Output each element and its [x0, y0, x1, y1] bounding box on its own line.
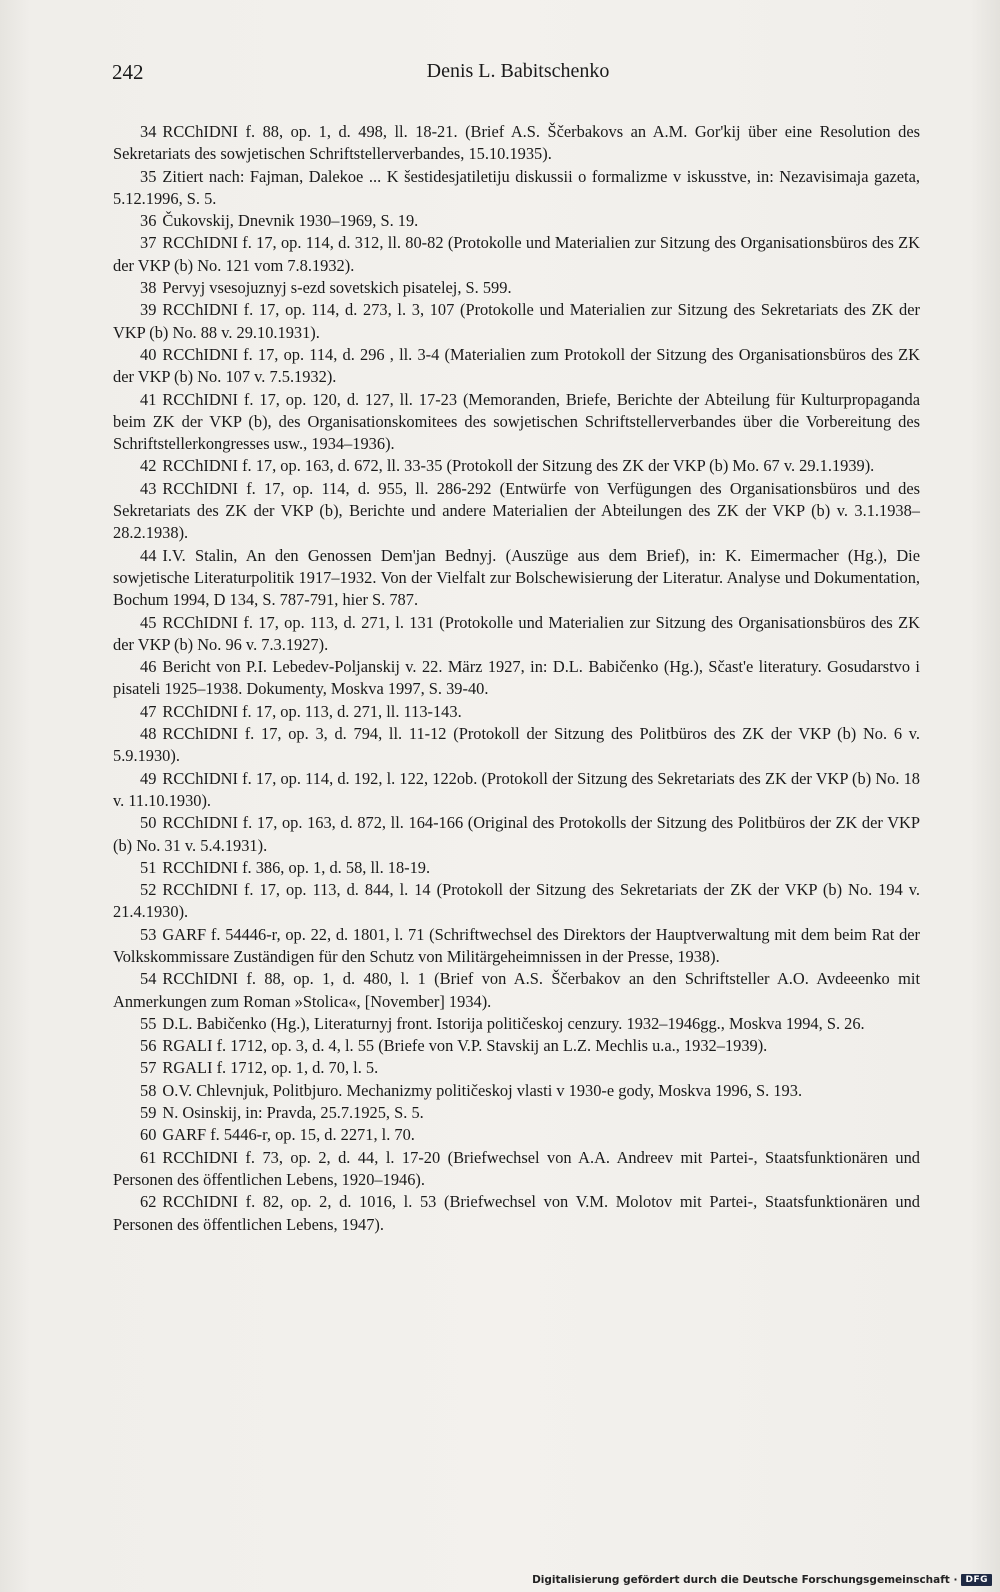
- page-header: [112, 60, 924, 92]
- endnote-text: RCChIDNI f. 88, op. 1, d. 480, l. 1 (Brief von A.S. Ščerbakov an den Schriftsteller A.O. Avdeeenko mit Anmerkungen zum Roman »Stolica«, [November] 1934).: [113, 969, 920, 1011]
- endnote-text: RCChIDNI f. 17, op. 114, d. 273, l. 3, 107 (Protokolle und Materialien zur Sitzung des Sekretariats des ZK der VKP (b) No. 88 v. 29.10.1931).: [113, 300, 920, 342]
- endnote-52: [113, 879, 920, 924]
- endnote-text: RCChIDNI f. 17, op. 3, d. 794, ll. 11-12 (Protokoll der Sitzung des Politbüros des ZK der VKP (b) No. 6 v. 5.9.1930).: [113, 724, 920, 766]
- endnote-text: GARF f. 54446-r, op. 22, d. 1801, l. 71 (Schriftwechsel des Direktors der Hauptverwaltung mit dem beim Rat der Volkskommissare Zuständigen für den Schutz von Militärgeheimnissen in der Presse, 1938).: [113, 924, 920, 966]
- endnote-53: [113, 924, 920, 969]
- endnote-number: 40: [140, 344, 157, 364]
- endnote-text: RCChIDNI f. 17, op. 114, d. 192, l. 122, 122ob. (Protokoll der Sitzung des Sekretariats des ZK der VKP (b) No. 18 v. 11.10.1930).: [113, 768, 920, 810]
- endnote-text: RCChIDNI f. 17, op. 114, d. 955, ll. 286-292 (Entwürfe von Verfügungen des Organisationsbüros und des Sekretariats des ZK der VKP (b), Berichte und andere Materialien der Abteilungen des ZK der VKP (b) v. 3.1.1938–28.2.1938).: [113, 478, 920, 543]
- endnote-number: 60: [140, 1125, 157, 1145]
- endnote-number: 53: [140, 924, 157, 944]
- endnote-number: 57: [140, 1058, 157, 1078]
- endnote-38: [113, 277, 920, 299]
- endnote-60: [113, 1124, 920, 1146]
- endnote-number: 37: [140, 233, 157, 253]
- endnote-number: 56: [140, 1036, 157, 1056]
- endnote-43: [113, 478, 920, 545]
- endnote-number: 48: [140, 724, 157, 744]
- endnote-text: Pervyj vsesojuznyj s-ezd sovetskich pisatelej, S. 599.: [162, 278, 512, 298]
- endnote-number: 49: [140, 768, 157, 788]
- endnote-55: [113, 1013, 920, 1035]
- endnote-number: 46: [140, 657, 157, 677]
- endnote-number: 59: [140, 1103, 157, 1123]
- endnote-number: 61: [140, 1147, 157, 1167]
- endnote-number: 50: [140, 813, 157, 833]
- endnote-text: RCChIDNI f. 17, op. 113, d. 271, l. 131 (Protokolle und Materialien zur Sitzung des Organisationsbüros des ZK der VKP (b) No. 96 v. 7.3.1927).: [113, 612, 920, 654]
- endnote-number: 44: [140, 545, 157, 565]
- endnote-number: 36: [140, 211, 157, 231]
- endnote-40: [113, 344, 920, 389]
- endnote-text: RCChIDNI f. 17, op. 113, d. 844, l. 14 (Protokoll der Sitzung des Sekretariats der ZK der VKP (b) No. 194 v. 21.4.1930).: [113, 880, 920, 922]
- endnote-text: RCChIDNI f. 88, op. 1, d. 498, ll. 18-21. (Brief A.S. Ščerbakovs an A.M. Gor'kij über eine Resolution des Sekretariats des sowjetischen Schriftstellerverbandes, 15.10.1935).: [113, 122, 920, 164]
- endnote-46: [113, 656, 920, 701]
- endnote-37: [113, 232, 920, 277]
- endnote-text: GARF f. 5446-r, op. 15, d. 2271, l. 70.: [162, 1125, 415, 1145]
- endnote-number: 51: [140, 857, 157, 877]
- endnote-41: [113, 389, 920, 456]
- page-number: 242: [112, 60, 144, 84]
- endnote-61: [113, 1147, 920, 1192]
- endnote-50: [113, 812, 920, 857]
- endnote-text: RCChIDNI f. 17, op. 113, d. 271, ll. 113-143.: [162, 701, 462, 721]
- endnote-text: I.V. Stalin, An den Genossen Dem'jan Bednyj. (Auszüge aus dem Brief), in: K. Eimermacher (Hg.), Die sowjetische Literaturpolitik 1917–1932. Von der Vielfalt zur Bolschewisierung der Literatur. Analyse und Dokumentation, Bochum 1994, D 134, S. 787-791, hier S. 787.: [113, 545, 920, 610]
- endnote-text: RCChIDNI f. 17, op. 114, d. 296 , ll. 3-4 (Materialien zum Protokoll der Sitzung des Organisationsbüros des ZK der VKP (b) No. 107 v. 7.5.1932).: [113, 344, 920, 387]
- endnotes-list: [113, 121, 920, 1236]
- endnote-text: RCChIDNI f. 17, op. 163, d. 672, ll. 33-35 (Protokoll der Sitzung des ZK der VKP (b) Mo. 67 v. 29.1.1939).: [162, 456, 875, 476]
- endnote-45: [113, 612, 920, 657]
- endnote-56: [113, 1035, 920, 1057]
- endnote-text: RCChIDNI f. 17, op. 163, d. 872, ll. 164-166 (Original des Protokolls der Sitzung des Politbüros der ZK der VKP (b) No. 31 v. 5.4.1931).: [113, 813, 920, 855]
- endnote-49: [113, 768, 920, 813]
- endnote-number: 45: [140, 612, 157, 632]
- endnote-text: D.L. Babičenko (Hg.), Literaturnyj front. Istorija političeskoj cenzury. 1932–1946gg., Moskva 1994, S. 26.: [162, 1013, 865, 1033]
- endnote-39: [113, 299, 920, 344]
- endnote-number: 43: [140, 478, 157, 498]
- endnote-62: [113, 1191, 920, 1236]
- endnote-57: [113, 1057, 920, 1079]
- endnote-number: 35: [140, 166, 157, 186]
- endnote-number: 54: [140, 969, 157, 989]
- endnote-35: [113, 166, 920, 211]
- endnote-58: [113, 1080, 920, 1102]
- endnote-number: 58: [140, 1080, 157, 1100]
- endnote-51: [113, 857, 920, 879]
- endnote-number: 42: [140, 456, 157, 476]
- endnote-text: N. Osinskij, in: Pravda, 25.7.1925, S. 5.: [162, 1103, 424, 1123]
- endnote-number: 34: [140, 122, 157, 141]
- endnote-48: [113, 723, 920, 768]
- endnote-text: RCChIDNI f. 386, op. 1, d. 58, ll. 18-19.: [162, 857, 431, 877]
- endnote-34: [113, 121, 920, 166]
- endnote-text: RCChIDNI f. 82, op. 2, d. 1016, l. 53 (Briefwechsel von V.M. Molotov mit Partei-, Staatsfunktionären und Personen des öffentlichen Lebens, 1947).: [113, 1192, 920, 1234]
- endnote-text: Čukovskij, Dnevnik 1930–1969, S. 19.: [162, 211, 419, 231]
- endnote-number: 52: [140, 880, 157, 900]
- endnote-text: RGALI f. 1712, op. 3, d. 4, l. 55 (Briefe von V.P. Stavskij an L.Z. Mechlis u.a., 1932–1939).: [162, 1036, 768, 1056]
- footer-text: Digitalisierung gefördert durch die Deutsche Forschungsgemeinschaft ·: [532, 1574, 958, 1586]
- endnote-number: 38: [140, 278, 157, 298]
- endnote-number: 47: [140, 701, 157, 721]
- endnote-text: RCChIDNI f. 17, op. 114, d. 312, ll. 80-82 (Protokolle und Materialien zur Sitzung des Organisationsbüros des ZK der VKP (b) No. 121 vom 7.8.1932).: [113, 233, 920, 275]
- endnote-number: 55: [140, 1013, 157, 1033]
- endnote-59: [113, 1102, 920, 1124]
- endnote-number: 39: [140, 300, 157, 320]
- endnote-text: RCChIDNI f. 73, op. 2, d. 44, l. 17-20 (Briefwechsel von A.A. Andreev mit Partei-, Staatsfunktionären und Personen des öffentlichen Lebens, 1920–1946).: [113, 1147, 920, 1189]
- endnote-text: Bericht von P.I. Lebedev-Poljanskij v. 22. März 1927, in: D.L. Babičenko (Hg.), Sčast'e literatury. Gosudarstvo i pisateli 1925–1938. Dokumenty, Moskva 1997, S. 39-40.: [113, 657, 920, 699]
- endnote-36: [113, 210, 920, 232]
- digitization-footer: [532, 1574, 992, 1586]
- endnote-text: RCChIDNI f. 17, op. 120, d. 127, ll. 17-23 (Memoranden, Briefe, Berichte der Abteilung für Kulturpropaganda beim ZK der VKP (b), des Organisationskomitees des sowjetischen Schriftstellerverbandes über die Vorbereitung des Schriftstellerkongresses usw., 1934–1936).: [113, 389, 920, 454]
- endnote-44: [113, 545, 920, 612]
- endnote-54: [113, 968, 920, 1013]
- endnote-text: Zitiert nach: Fajman, Dalekoe ... K šestidesjatiletiju diskussii o formalizme v iskusstve, in: Nezavisimaja gazeta, 5.12.1996, S. 5.: [113, 166, 920, 208]
- dfg-logo-icon: DFG: [961, 1574, 992, 1586]
- endnote-42: [113, 455, 920, 477]
- endnote-47: [113, 701, 920, 723]
- running-head: Denis L. Babitschenko: [426, 60, 610, 82]
- endnote-text: RGALI f. 1712, op. 1, d. 70, l. 5.: [162, 1058, 379, 1078]
- endnote-number: 62: [140, 1192, 157, 1212]
- endnote-number: 41: [140, 389, 157, 409]
- endnote-text: O.V. Chlevnjuk, Politbjuro. Mechanizmy političeskoj vlasti v 1930-e gody, Moskva 1996, S. 193.: [162, 1080, 803, 1100]
